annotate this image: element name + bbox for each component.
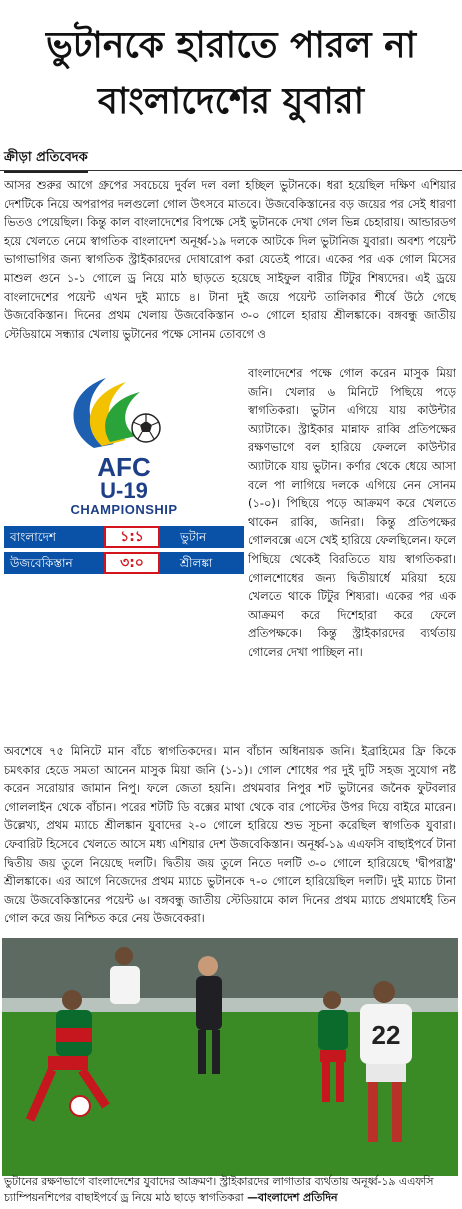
caption-text: ভুটানের রক্ষণভাগে বাংলাদেশের যুবাদের আক্রমণ। স্ট্রাইকারদের লাগাতার ব্যর্থতায় অনূর্ধ্ব-১৯ এএফসি চ্যাম্পিয়নশিপের বাছাইপর্বে ড্র নিয়ে মাঠ ছাড়ে স্বাগতিকরা xyxy=(4,1175,434,1204)
jersey-number: 22 xyxy=(371,1020,401,1050)
byline: ক্রীড়া প্রতিবেদক xyxy=(4,148,88,173)
logo-afc-text: AFC xyxy=(97,452,151,482)
article-paragraph-bottom: অবশেষে ৭৫ মিনিটে মান বাঁচে স্বাগতিকদের। মান বাঁচান অধিনায়ক জনি। ইব্রাহিমের ফ্রি কিকে চমৎকার হেডে সমতা আনেন মাসুক মিয়া জনি (১-১)। গোল শোধের পর দুই দুটি সহজ সুযোগ নষ্ট করেন সরোয়ার জামান নিপু। ফলে জেতা হয়নি। প্রথমবার নিপুর শট ভুটানের জনৈক ফুটবলার গোললাইন থেকে বাঁচান। পরের শটটি ডি বক্সের মাথা থেকে বার পোস্টের উপর দিয়ে বাইরে মারেন। উল্লেখ্য, প্রথম ম্যাচে শ্রীলঙ্কান যুবাদের ২-০ গোলে হারিয়ে শুভ সূচনা করেছিল স্বাগতিক যুবারা। ফেবারিট হিসেবে খেলতে আসে মধ্য এশিয়ার দেশ উজবেকিস্তান। অনূর্ধ্ব-১৯ এএফসি বাছাইপর্বে টানা দ্বিতীয় জয় তুলে নিয়েছে দলটি। দ্বিতীয় জয় তুলে নিতে দলটি ৩-০ গোলে হারিয়েছে 'দ্বীপরাষ্ট্র' শ্রীলঙ্কাকে। এর আগে নিজেদের প্রথম ম্যাচে ভুটানকে ৭-০ গোলে হারিয়েছিল দলটি। দুই ম্যাচে টানা জয়ে উজবেকিস্তানের পয়েন্ট ৬। বঙ্গবন্ধু জাতীয় স্টেডিয়ামে কাল দিনের প্রথম ম্যাচে প্রথমার্ধেই তিন গোল করে জয় নিশ্চিত করে নেয় উজবেকরা। xyxy=(4,744,456,926)
match-score: ৩:০ xyxy=(104,552,160,574)
headline-line-2: বাংলাদেশের যুবারা xyxy=(97,80,365,122)
headline-line-1: ভুটানকে হারাতে পারল না xyxy=(45,24,417,66)
photo-caption xyxy=(4,1174,458,1206)
logo-u19-text: U-19 xyxy=(100,478,148,503)
home-team: বাংলাদেশ xyxy=(10,530,56,544)
byline-divider xyxy=(0,170,462,171)
home-team: উজবেকিস্তান xyxy=(10,556,73,570)
away-team: ভুটান xyxy=(180,530,207,544)
afc-swoosh-ball-icon xyxy=(44,370,204,454)
football-match-illustration xyxy=(2,938,458,1176)
article-paragraph-right: বাংলাদেশের পক্ষে গোল করেন মাসুক মিয়া জনি। খেলার ৬ মিনিটে পিছিয়ে পড়ে স্বাগতিকরা। ভুটান এগিয়ে যায় কাউন্টার অ্যাটাকে। স্ট্রাইকার মান্নাফ রাব্বি প্রতিপক্ষের রক্ষণভাগে বল হারিয়ে ফেললে কাউন্টার অ্যাটাকে যায় ভুটান। কর্ণার থেকে ধেয়ে আসা বলে পা লাগিয়ে দলকে এগিয়ে নেন সোনম (১-০)। পিছিয়ে পড়ে আক্রমণ করে খেলতে থাকেন রাব্বি, জনিরা। কিন্তু প্রতিপক্ষের গোলবক্সে এসে খেই হারিয়ে ফেলছিলেন। ফলে পিছিয়ে থেকেই বিরতিতে যায় স্বাগতিকরা। গোলশোধের জন্য দ্বিতীয়ার্ধে মরিয়া হয়ে খেলতে থাকে টিটুর শিষ্যরা। একের পর এক আক্রমণ করে দিশেহারা করে ফেলে প্রতিপক্ষকে। কিন্তু স্ট্রাইকারদের ব্যর্থতায় গোলের দেখা পাচ্ছিল না। xyxy=(248,366,456,659)
score-row-uzbekistan-srilanka xyxy=(4,552,244,574)
away-team: শ্রীলঙ্কা xyxy=(180,556,213,570)
afc-u19-logo xyxy=(4,366,244,518)
match-score: ১:১ xyxy=(104,526,160,548)
match-photo xyxy=(2,938,458,1176)
score-row-bangladesh-bhutan xyxy=(4,526,244,548)
football xyxy=(70,1096,90,1116)
caption-credit: —বাংলাদেশ প্রতিদিন xyxy=(247,1191,338,1204)
logo-championship-text: CHAMPIONSHIP xyxy=(70,502,178,517)
article-paragraph-top: আসর শুরুর আগে গ্রুপের সবচেয়ে দুর্বল দল বলা হচ্ছিল ভুটানকে। ধরা হয়েছিল দক্ষিণ এশিয়ার দেশটিকে নিয়ে অপরাপর দলগুলো গোল উৎসবে মাতবে। উজবেকিস্তানের বড় জয়ের পর সেই ধারণা ভিতও পেয়েছিল। কিন্তু কাল বাংলাদেশের বিপক্ষে সেই ভুটানকে দেখা গেল ভিন্ন চেহারায়। আন্ডারডগ হয়ে খেলতে নেমে স্বাগতিক বাংলাদেশ অনূর্ধ্ব-১৯ দলকে আটকে দিল ভুটানিজ যুবারা। অবশ্য পয়েন্ট ভাগাভাগির জন্য স্বাগতিক স্ট্রাইকারদের দোষারোপ করা যেতেই পারে। একের পর এক গোল মিসের মাশুল গুনে ১-১ গোলে ড্র নিয়ে মাঠ ছাড়তে হয়েছে সাইফুল বারীর টিটুর শিষ্যদের। এই ড্রয়ে বাংলাদেশের পয়েন্ট এখন দুই ম্যাচে ৪। টানা দুই জয়ে পয়েন্ট তালিকার শীর্ষে উঠে গেছে উজবেকিস্তান। দিনের প্রথম খেলায় উজবেকিস্তান ৩-০ গোলে হারায় শ্রীলঙ্কাকে। বঙ্গবন্ধু জাতীয় স্টেডিয়ামে সন্ধ্যার খেলায় ভুটানের পক্ষে সোনম তোবগে ও xyxy=(4,178,456,341)
